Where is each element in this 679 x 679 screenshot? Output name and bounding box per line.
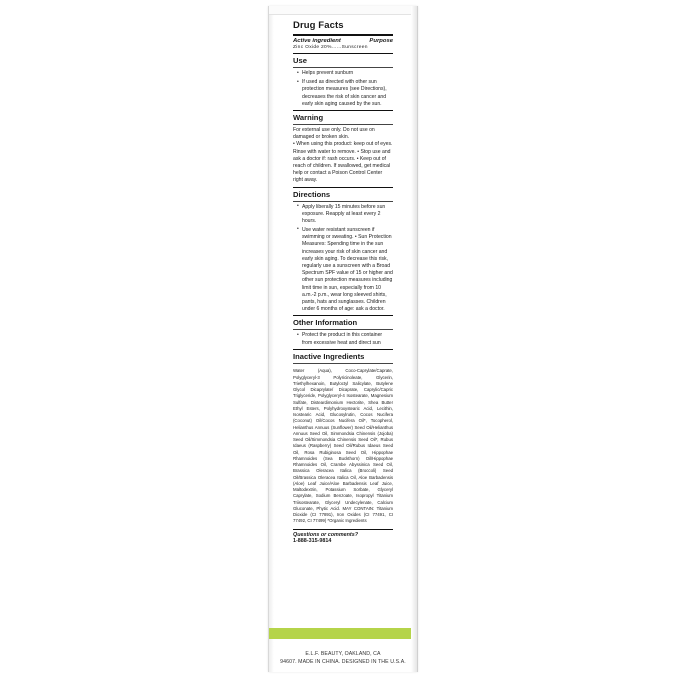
use-list <box>293 70 393 108</box>
divider-9 <box>293 349 393 350</box>
active-ingredient-value: Zinc Oxide 20%......Sunscreen <box>293 44 368 50</box>
divider-2 <box>293 67 393 68</box>
purpose-label: Purpose <box>369 38 393 44</box>
divider-3 <box>293 110 393 111</box>
accent-band <box>269 628 417 639</box>
manufacturer-footer <box>269 650 417 666</box>
divider-8 <box>293 329 393 330</box>
product-package <box>268 6 418 672</box>
divider-10 <box>293 363 393 364</box>
divider-7 <box>293 315 393 316</box>
warning-body-primary: For external use only. Do not use on damaged or broken skin. <box>293 126 375 141</box>
package-top-edge <box>269 6 417 15</box>
other-information-heading: Other Information <box>293 318 358 328</box>
list-item: • Use water resistant sunscreen if swimming or sweating. • Sun Protection Measures: Spending time in the sun increases your risk of skin cancer and early skin aging. To decrease this risk, regularly use a sunscreen with a Broad Spectrum SPF value of 15 or higher and other sun protection measures including limit time in sun, especially from 10 a.m.-2 p.m., wear long sleeved shirts, pants, hats and sunglasses. Children under 6 months of age: ask a doctor. <box>298 227 393 314</box>
support-phone-number: 1-888-315-9814 <box>293 538 332 545</box>
list-item: • Helps prevent sunburn <box>298 70 393 77</box>
inactive-ingredients-heading: Inactive Ingredients <box>293 351 365 361</box>
footer-line-1: E.L.F. BEAUTY, OAKLAND, CA <box>305 650 381 657</box>
other-information-list <box>293 332 393 346</box>
divider-4 <box>293 124 393 125</box>
footer-line-2: 94607. MADE IN CHINA. DESIGNED IN THE U.S.A. <box>280 658 406 665</box>
divider-1 <box>293 53 393 54</box>
active-ingredient-header <box>293 38 393 44</box>
divider-thick-1 <box>293 34 393 36</box>
divider-6 <box>293 201 393 202</box>
active-ingredient-label: Active ingredient <box>293 38 341 44</box>
warning-heading: Warning <box>293 112 324 122</box>
page-title: Drug Facts <box>293 20 344 31</box>
list-item: • Apply liberally 15 minutes before sun exposure. Reapply at least every 2 hours. <box>298 204 393 226</box>
divider-11 <box>293 529 393 530</box>
questions-label: Questions or comments? <box>293 531 358 538</box>
list-item: • If used as directed with other sun protection measures (see Directions), decreases the risk of skin cancer and early skin aging caused by the sun. <box>298 79 393 108</box>
divider-5 <box>293 187 393 188</box>
directions-heading: Directions <box>293 189 331 199</box>
list-item: • Protect the product in this container from excessive heat and direct sun <box>298 332 393 346</box>
drug-facts-panel <box>293 20 393 544</box>
warning-body-secondary: • When using this product: keep out of eyes. Rinse with water to remove. • Stop use and ask a doctor if: rash occurs. • Keep out of reach of children. If swallowed, get medical help or contact a Poison Control Center right away. <box>293 141 393 184</box>
use-heading: Use <box>293 56 307 66</box>
directions-list <box>293 204 393 314</box>
inactive-ingredients-body: Water (Aqua), Coco-Caprylate/Caprate, Polyglyceryl-3 Polyricinoleate, Glycerin, Triethylhexanoin, Butyloctyl Salicylate, Butylene Glycol Dicaprylate/ Dicaprate, Caprylic/Capric Triglyceride, Polyglyceryl-4 Isostearate, Magnesium Sulfate, Disteardimonium Hectorite, Shea Butter Ethyl Esters, Polyhydroxystearic Acid, Lecithin, Isostearic Acid, Glucosylrutin, Cocos Nucifera (Coconut) Oil/Cocos Nucifera Oil*, Tocopherol, Helianthus Annuus (Sunflower) Seed Oil/Helianthus Annuus Seed Oil, Simmondsia Chinensis (Jojoba) Seed Oil/Simmondsia Chinensis Seed Oil*, Rubus Idaeus (Raspberry) Seed Oil/Rubus Idaeus Seed Oil, Rosa Rubiginosa Seed Oil, Hippophae Rhamnoides (Sea Buckthorn) Oil/Hippophae Rhamnoides Oil, Crambe Abyssinica Seed Oil, Brassica Oleracea Italica (Broccoli) Seed Oil/Brassica Oleracea Italica Oil, Aloe Barbadensis (Aloe) Leaf Juice/Aloe Barbadensis Leaf Juice, Maltodextrin, Potassium Sorbate, Glyceryl Caprylate, Sodium Benzoate, Isopropyl Titanium Triisostearate, Glyceryl Undecylenate, Calcium Gluconate, Phytic Acid. MAY CONTAIN: Titanium Dioxide (CI 77891), Iron Oxides (CI 77491, CI 77492, CI 77499) *Organic Ingredients <box>293 368 393 524</box>
